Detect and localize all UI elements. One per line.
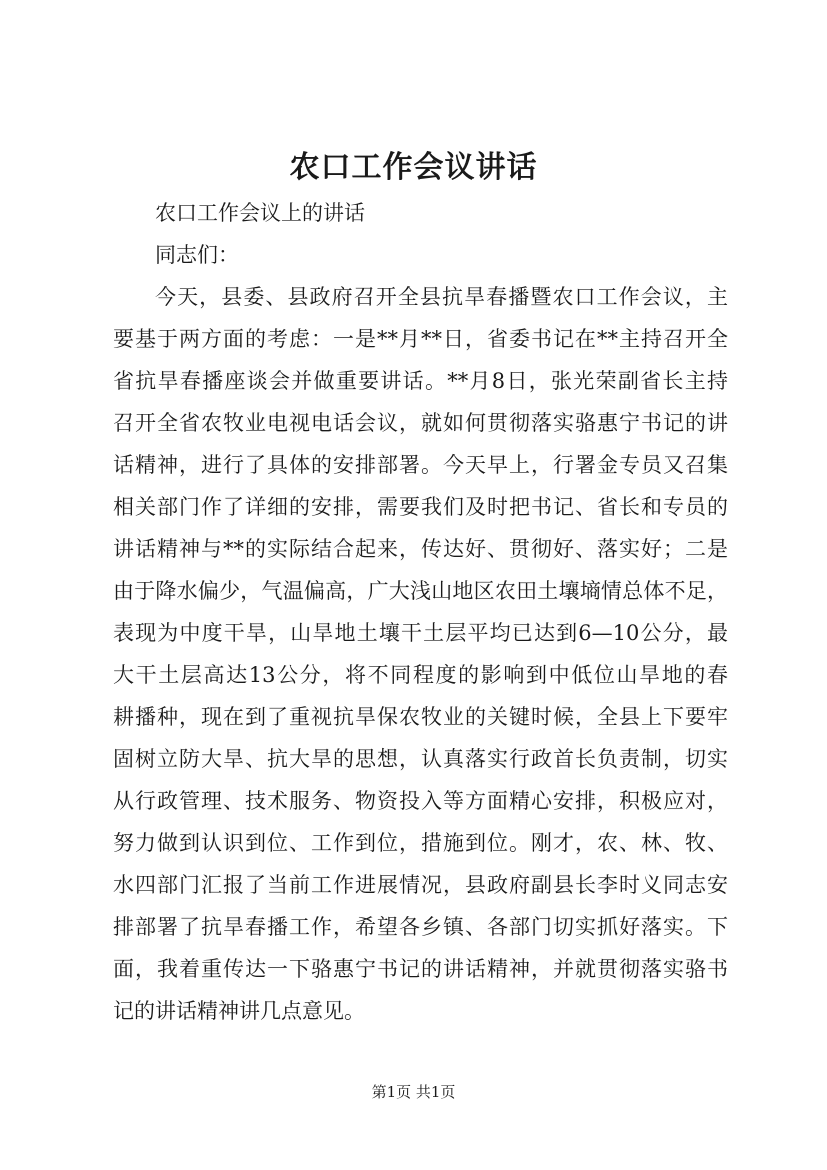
body-line: 面，我着重传达一下骆惠宁书记的讲话精神，并就贯彻落实骆书 [113,957,728,981]
document-subtitle: 农口工作会议上的讲话 [155,201,365,225]
body-line: 今天，县委、县政府召开全县抗旱春播暨农口工作会议，主 [155,285,728,309]
body-line: 表现为中度干旱，山旱地土壤干土层平均已达到6—10公分，最 [113,621,728,645]
body-line: 相关部门作了详细的安排，需要我们及时把书记、省长和专员的 [113,495,728,519]
body-line: 水四部门汇报了当前工作进展情况，县政府副县长李时义同志安 [113,873,728,897]
body-line: 省抗旱春播座谈会并做重要讲话。**月8日，张光荣副省长主持 [113,369,728,393]
body-line: 大干土层高达13公分，将不同程度的影响到中低位山旱地的春 [113,663,728,687]
salutation: 同志们： [155,243,239,267]
body-line: 召开全省农牧业电视电话会议，就如何贯彻落实骆惠宁书记的讲 [113,411,728,435]
body-line: 记的讲话精神讲几点意见。 [113,999,365,1023]
body-line: 讲话精神与**的实际结合起来，传达好、贯彻好、落实好；二是 [113,537,728,561]
body-line: 排部署了抗旱春播工作，希望各乡镇、各部门切实抓好落实。下 [113,915,728,939]
document-title: 农口工作会议讲话 [289,150,538,185]
body-line: 话精神，进行了具体的安排部署。今天早上，行署金专员又召集 [113,453,728,477]
page-footer: 第1页 共1页 [371,1083,456,1101]
body-line: 耕播种，现在到了重视抗旱保农牧业的关键时候，全县上下要牢 [113,705,728,729]
body-line: 由于降水偏少，气温偏高，广大浅山地区农田土壤墒情总体不足， [113,579,728,603]
body-line: 从行政管理、技术服务、物资投入等方面精心安排，积极应对， [113,789,728,813]
body-line: 努力做到认识到位、工作到位，措施到位。刚才，农、林、牧、 [113,831,728,855]
body-line: 固树立防大旱、抗大旱的思想，认真落实行政首长负责制，切实 [113,747,728,771]
body-line: 要基于两方面的考虑：一是**月**日，省委书记在**主持召开全 [113,327,728,351]
